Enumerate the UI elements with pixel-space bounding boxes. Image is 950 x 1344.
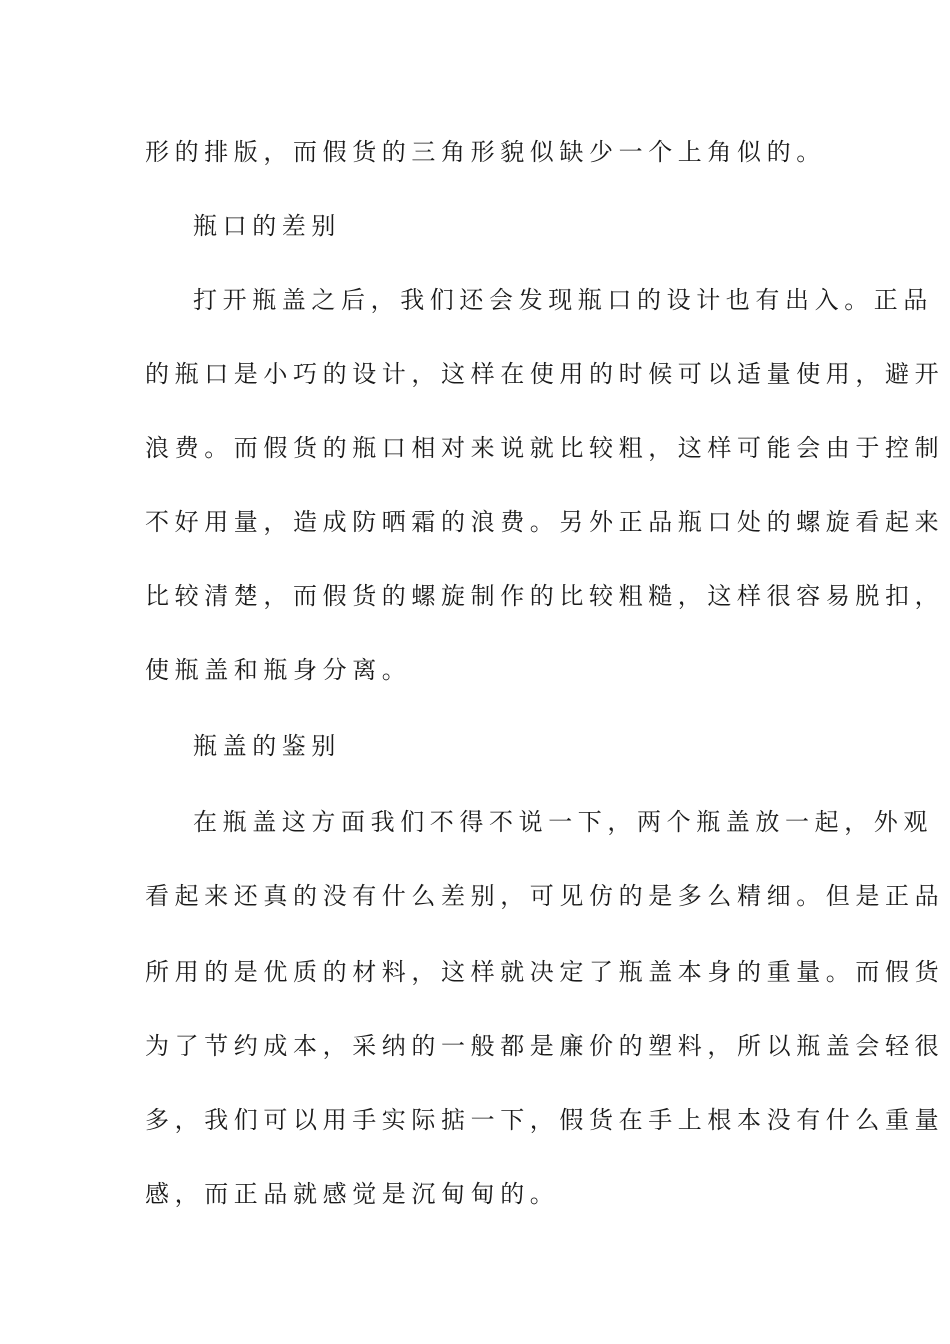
body-text-line: 使瓶盖和瓶身分离。 bbox=[145, 656, 412, 684]
body-text-line: 看起来还真的没有什么差别，可见仿的是多么精细。但是正品 bbox=[145, 882, 945, 910]
body-text-line: 比较清楚，而假货的螺旋制作的比较粗糙，这样很容易脱扣， bbox=[145, 582, 945, 610]
body-text-line: 感，而正品就感觉是沉甸甸的。 bbox=[145, 1180, 560, 1208]
body-text-line: 浪费。而假货的瓶口相对来说就比较粗，这样可能会由于控制 bbox=[145, 434, 945, 462]
body-text-line: 打开瓶盖之后，我们还会发现瓶口的设计也有出入。正品 bbox=[193, 286, 933, 314]
body-text-line: 多，我们可以用手实际掂一下，假货在手上根本没有什么重量 bbox=[145, 1106, 945, 1134]
body-text-line: 在瓶盖这方面我们不得不说一下，两个瓶盖放一起，外观 bbox=[193, 808, 933, 836]
body-text-line: 为了节约成本，采纳的一般都是廉价的塑料，所以瓶盖会轻很 bbox=[145, 1032, 945, 1060]
section-heading-bottle-mouth: 瓶口的差别 bbox=[193, 212, 341, 240]
body-text-line: 的瓶口是小巧的设计，这样在使用的时候可以适量使用，避开 bbox=[145, 360, 945, 388]
body-text-line: 形的排版，而假货的三角形貌似缺少一个上角似的。 bbox=[145, 138, 826, 166]
section-heading-bottle-cap: 瓶盖的鉴别 bbox=[193, 732, 341, 760]
body-text-line: 所用的是优质的材料，这样就决定了瓶盖本身的重量。而假货 bbox=[145, 958, 945, 986]
body-text-line: 不好用量，造成防晒霜的浪费。另外正品瓶口处的螺旋看起来 bbox=[145, 508, 945, 536]
